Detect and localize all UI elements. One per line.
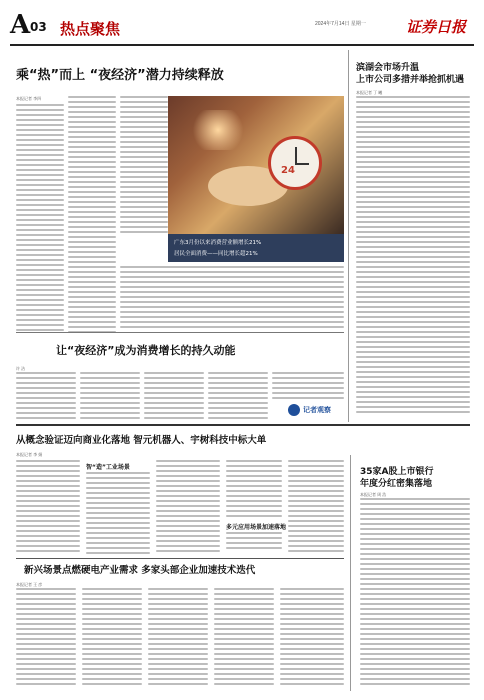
lead-column-2 xyxy=(68,96,116,334)
lead-column-3 xyxy=(120,96,168,234)
photo-caption-line-2: 居民全面消费——同比增长超21% xyxy=(174,251,258,257)
sub-column-5 xyxy=(272,372,344,402)
date-line: 2024年7月14日 星期一 xyxy=(315,21,366,27)
tourism-byline: 本报记者 王 彦 xyxy=(16,582,43,587)
robot-byline: 本报记者 李 娟 xyxy=(16,452,43,457)
tourism-headline: 新兴场景点燃硬电产业需求 多家头部企业加速技术迭代 xyxy=(24,565,256,576)
tourism-article-rule xyxy=(16,558,344,559)
photo-caption-line-1: 广东3月份以来消费营业额增长21% xyxy=(174,240,262,246)
lead-headline: 乘“热”而上 “夜经济”潜力持续释放 xyxy=(16,68,224,83)
masthead xyxy=(10,10,474,44)
photo-caption xyxy=(168,234,344,262)
microphone-icon xyxy=(288,404,300,416)
clock-icon xyxy=(268,136,322,190)
lead-column-4 xyxy=(120,266,344,334)
clock-hand-icon xyxy=(295,163,309,165)
clock-24-icon: 24 xyxy=(281,165,295,176)
observer-badge-label: 记者观察 xyxy=(303,406,331,414)
robot-column-2 xyxy=(86,472,150,555)
page-number: 03 xyxy=(30,20,47,34)
section-letter: A xyxy=(10,10,31,40)
lantern-light xyxy=(188,110,248,150)
robot-column-5 xyxy=(226,532,282,555)
tourism-column-2 xyxy=(82,588,142,690)
sub-column-1 xyxy=(16,372,76,420)
robot-column-4 xyxy=(226,460,282,520)
right-top-column xyxy=(356,96,470,420)
tourism-column-1 xyxy=(16,588,76,690)
tourism-column-4 xyxy=(214,588,274,690)
right-top-headline-2: 上市公司多措并举抢抓机遇 xyxy=(356,75,465,85)
robot-subhead-2: 多元应用场景加速落地 xyxy=(226,524,287,531)
observer-badge xyxy=(288,404,344,418)
right-column-divider xyxy=(348,50,349,422)
sub-byline: 许 洁 xyxy=(16,366,26,371)
sub-article-rule xyxy=(16,332,344,333)
lead-byline: 本报记者 李四 xyxy=(16,96,42,101)
bank-byline: 本报记者 周 浩 xyxy=(360,492,387,497)
bank-column xyxy=(360,498,470,690)
robot-column-3 xyxy=(156,460,220,555)
robot-subhead-1: 智“造”工业场景 xyxy=(86,464,130,471)
paper-name: 证券日报 xyxy=(406,18,467,36)
robot-article-rule xyxy=(16,424,470,426)
right-top-byline: 本报记者 丁 曦 xyxy=(356,90,383,95)
lead-column-1 xyxy=(16,104,64,334)
robot-headline: 从概念验证迈向商业化落地 智元机器人、宇树科技中标大单 xyxy=(16,435,267,446)
sub-column-3 xyxy=(144,372,204,420)
section-title: 热点聚焦 xyxy=(60,20,121,38)
bank-headline-2: 年度分红密集落地 xyxy=(360,479,433,489)
sub-column-2 xyxy=(80,372,140,420)
night-market-photo xyxy=(168,96,344,234)
robot-column-6 xyxy=(288,460,344,555)
tourism-column-5 xyxy=(280,588,344,690)
masthead-rule xyxy=(10,44,474,46)
right-top-headline-1: 滨湖会市场升温 xyxy=(356,63,420,73)
sub-column-4 xyxy=(208,372,268,420)
robot-column-1 xyxy=(16,460,80,555)
sub-headline: 让“夜经济”成为消费增长的持久动能 xyxy=(56,344,236,357)
bank-column-divider xyxy=(350,455,351,691)
tourism-column-3 xyxy=(148,588,208,690)
bank-headline-1: 35家A股上市银行 xyxy=(360,467,434,477)
